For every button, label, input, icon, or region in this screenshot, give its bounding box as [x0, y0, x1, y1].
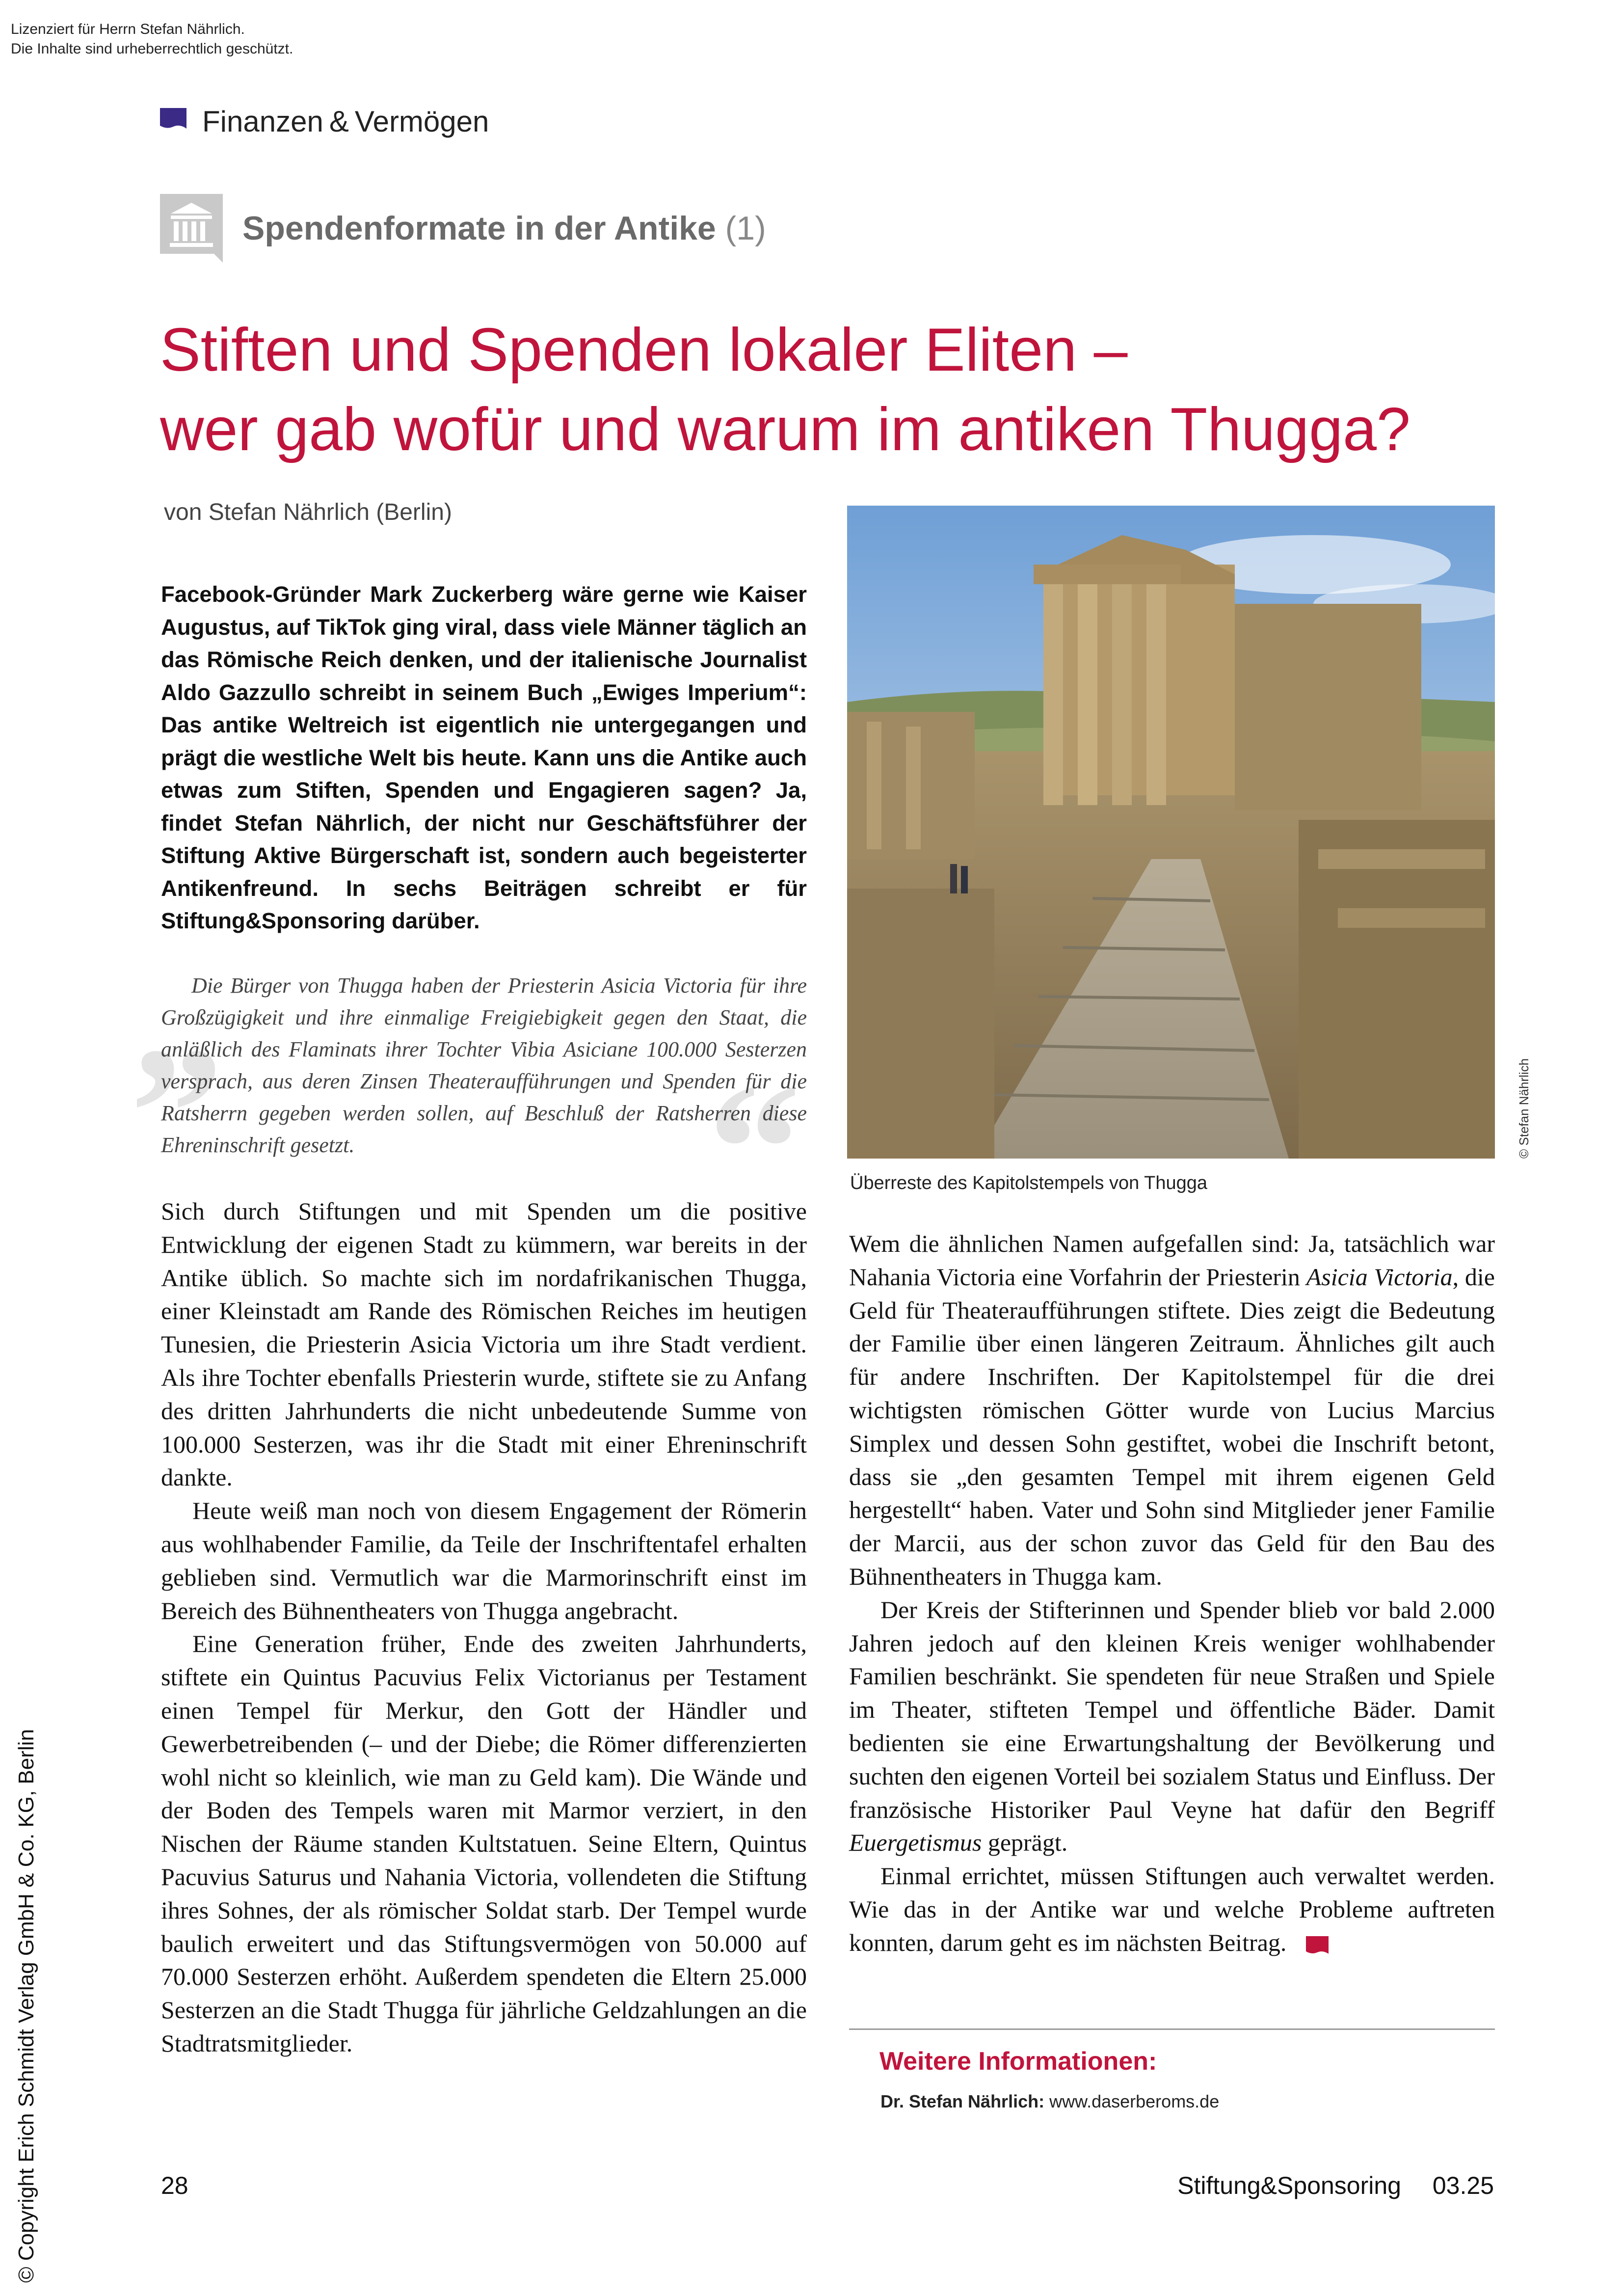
- license-line-2: Die Inhalte sind urheberrechtlich geschützt.: [11, 41, 293, 57]
- series-title-text: Spendenformate in der Antike: [242, 210, 716, 247]
- series-number: (1): [725, 210, 766, 247]
- body-paragraph: Eine Generation früher, Ende des zweiten Jahrhunderts, stiftete ein Quintus Pacuvius Felix Victorianus per Testament einen Tempel für Merkur, den Gott der Händler und Gewerbetreibenden (– und der Diebe; die Römer differenzierten wohl nicht so kleinlich, wie man zu Geld kam). Die Wände und der Boden des Tempels waren mit Marmor verziert, in den Nischen der Räume standen Kultstatuen. Seine Eltern, Quintus Pacuvius Saturus und Nahania Victoria, vollendeten die Stiftung ihres Sohnes, der als römischer Soldat starb. Der Tempel wurde baulich erweitert und das Stiftungsvermögen von 50.000 auf 70.000 Sesterzen erhöht. Außerdem spendeten die Eltern 25.000 Sesterzen an die Stadt Thugga für jährliche Geldzahlungen an die Stadtratsmitglieder.: [161, 1630, 807, 2057]
- body-paragraph: Heute weiß man noch von diesem Engagement der Römerin aus wohlhabender Familie, da Teile der Inschriftentafel erhalten geblieben sind. Vermutlich war die Marmorinschrift einst im Bereich des Bühnentheaters von Thugga angebracht.: [161, 1497, 807, 1624]
- photo-caption: Überreste des Kapitolstempels von Thugga: [850, 1173, 1208, 1193]
- headline-line-2: wer gab wofür und warum im antiken Thugga?: [160, 396, 1410, 463]
- photo-credit: © Stefan Nährlich: [1517, 1058, 1531, 1159]
- body-column-left: [161, 1195, 807, 2060]
- series-title: [242, 206, 766, 250]
- text-run: geprägt.: [982, 1829, 1068, 1857]
- headline-line-1: Stiften und Spenden lokaler Eliten –: [160, 316, 1128, 384]
- info-divider: [849, 2028, 1495, 2030]
- info-title: Weitere Informationen:: [879, 2047, 1157, 2076]
- text-run: , die Geld für Theateraufführungen stiftete. Dies zeigt die Bedeutung der Familie über einen längeren Zeitraum. Ähnliches gilt auch für andere Inschriften. Der Kapitolstempel für die drei wichtigsten römischen Götter wurde von Lucius Marcius Simplex und dessen Sohn gestiftet, wobei die Inschrift betont, dass sie „den gesamten Tempel mit ihrem eigenen Geld hergestellt“ haben. Vater und Sohn sind Mitglieder jener Familie der Marcii, aus der schon zuvor das Geld für den Bau des Bühnentheaters in Thugga kam.: [849, 1263, 1495, 1590]
- byline: von Stefan Nährlich (Berlin): [164, 499, 452, 525]
- license-line-1: Lizenziert für Herrn Stefan Nährlich.: [11, 21, 245, 37]
- side-copyright: © Copyright Erich Schmidt Verlag GmbH & Co. KG, Berlin: [14, 1729, 38, 2283]
- text-run: Wem die ähnlichen Namen aufgefallen sind: Ja, tatsächlich war Nahania Victoria eine Vorfahrin der Priesterin: [849, 1230, 1495, 1291]
- text-run: Der Kreis der Stifterinnen und Spender blieb vor bald 2.000 Jahren jedoch auf den kleinen Kreis weniger wohlhabender Familien beschränkt. Sie spendeten für neue Straßen und Spiele im Theater, stifteten Tempel und öffentliche Bäder. Damit bedienten sie eine Erwartungshaltung der Bevölkerung und suchten den eigenen Vorteil bei sozialem Status und Einfluss. Der französische Historiker Paul Veyne hat dafür den Begriff: [849, 1595, 1495, 1823]
- body-paragraph: Sich durch Stiftungen und mit Spenden um die positive Entwicklung der eigenen Stadt zu kümmern, war bereits in der Antike üblich. So machte sich im nordafrikanischen Thugga, einer Kleinstadt am Rande des Römischen Reiches im heutigen Tunesien, die Priesterin Asicia Victoria um ihre Stadt verdient. Als ihre Tochter ebenfalls Priesterin wurde, stiftete sie zu Anfang des dritten Jahrhunderts die nicht unbedeutende Summe von 100.000 Sesterzen, was ihr die Stadt mit einer Ehreninschrift dankte.: [161, 1197, 807, 1491]
- section-flag-icon: [160, 108, 186, 129]
- quote-open-mark: „: [132, 913, 225, 1119]
- section-title: Finanzen & Vermögen: [202, 105, 489, 138]
- text-run: Einmal errichtet, müssen Stiftungen auch verwaltet werden. Wie das in der Antike war und welche Probleme auftreten konnten, darum geht es im nächsten Beitrag.: [849, 1862, 1495, 1956]
- italic-name: Asicia Victoria: [1306, 1263, 1453, 1291]
- body-paragraph: [849, 1594, 1495, 1860]
- body-paragraph: [849, 1860, 1495, 1959]
- capitol-temple-photo: [847, 506, 1495, 1159]
- body-paragraph: [849, 1227, 1495, 1594]
- intro-paragraph: Facebook-Gründer Mark Zuckerberg wäre gerne wie Kaiser Augustus, auf TikTok ging viral, dass viele Männer täglich an das Römische Reich denken, und der italienische Journalist Aldo Gazzullo schreibt in seinem Buch „Ewiges Imperium“: Das antike Weltreich ist eigentlich nie untergegangen und prägt die westliche Welt bis heute. Kann uns die Antike auch etwas zum Stiften, Spenden und Engagieren sagen? Ja, findet Stefan Nährlich, der nicht nur Geschäftsführer der Stiftung Aktive Bürgerschaft ist, sondern auch begeisterter Antikenfreund. In sechs Beiträgen schreibt er für Stiftung&Sponsoring darüber.: [161, 582, 807, 933]
- publication-footer: Stiftung&Sponsoring 03.25: [1177, 2172, 1494, 2199]
- info-name: Dr. Stefan Nährlich:: [880, 2091, 1045, 2111]
- info-url-link[interactable]: www.daserberoms.de: [1044, 2091, 1220, 2111]
- temple-icon: [160, 194, 223, 263]
- end-flag-icon: [1306, 1936, 1329, 1954]
- headline: [160, 310, 1534, 469]
- info-contact: [880, 2089, 1219, 2114]
- pull-quote: Die Bürger von Thugga haben der Priesterin Asicia Victoria für ihre Großzügigkeit und ihre einmalige Freigiebigkeit gegen den Staat, die anläßlich des Flaminats ihrer Tochter Vibia Asiciane 100.000 Sesterzen versprach, aus deren Zinsen Theateraufführungen und Spenden für die Ratsherrn gegeben werden sollen, auf Beschluß der Ratsherren diese Ehreninschrift gesetzt.: [161, 973, 807, 1157]
- italic-term: Euergetismus: [849, 1829, 982, 1857]
- page-number: 28: [161, 2172, 188, 2199]
- quote-close-mark: “: [708, 1045, 801, 1252]
- body-column-right: [849, 1227, 1495, 1960]
- license-notice: [11, 20, 293, 59]
